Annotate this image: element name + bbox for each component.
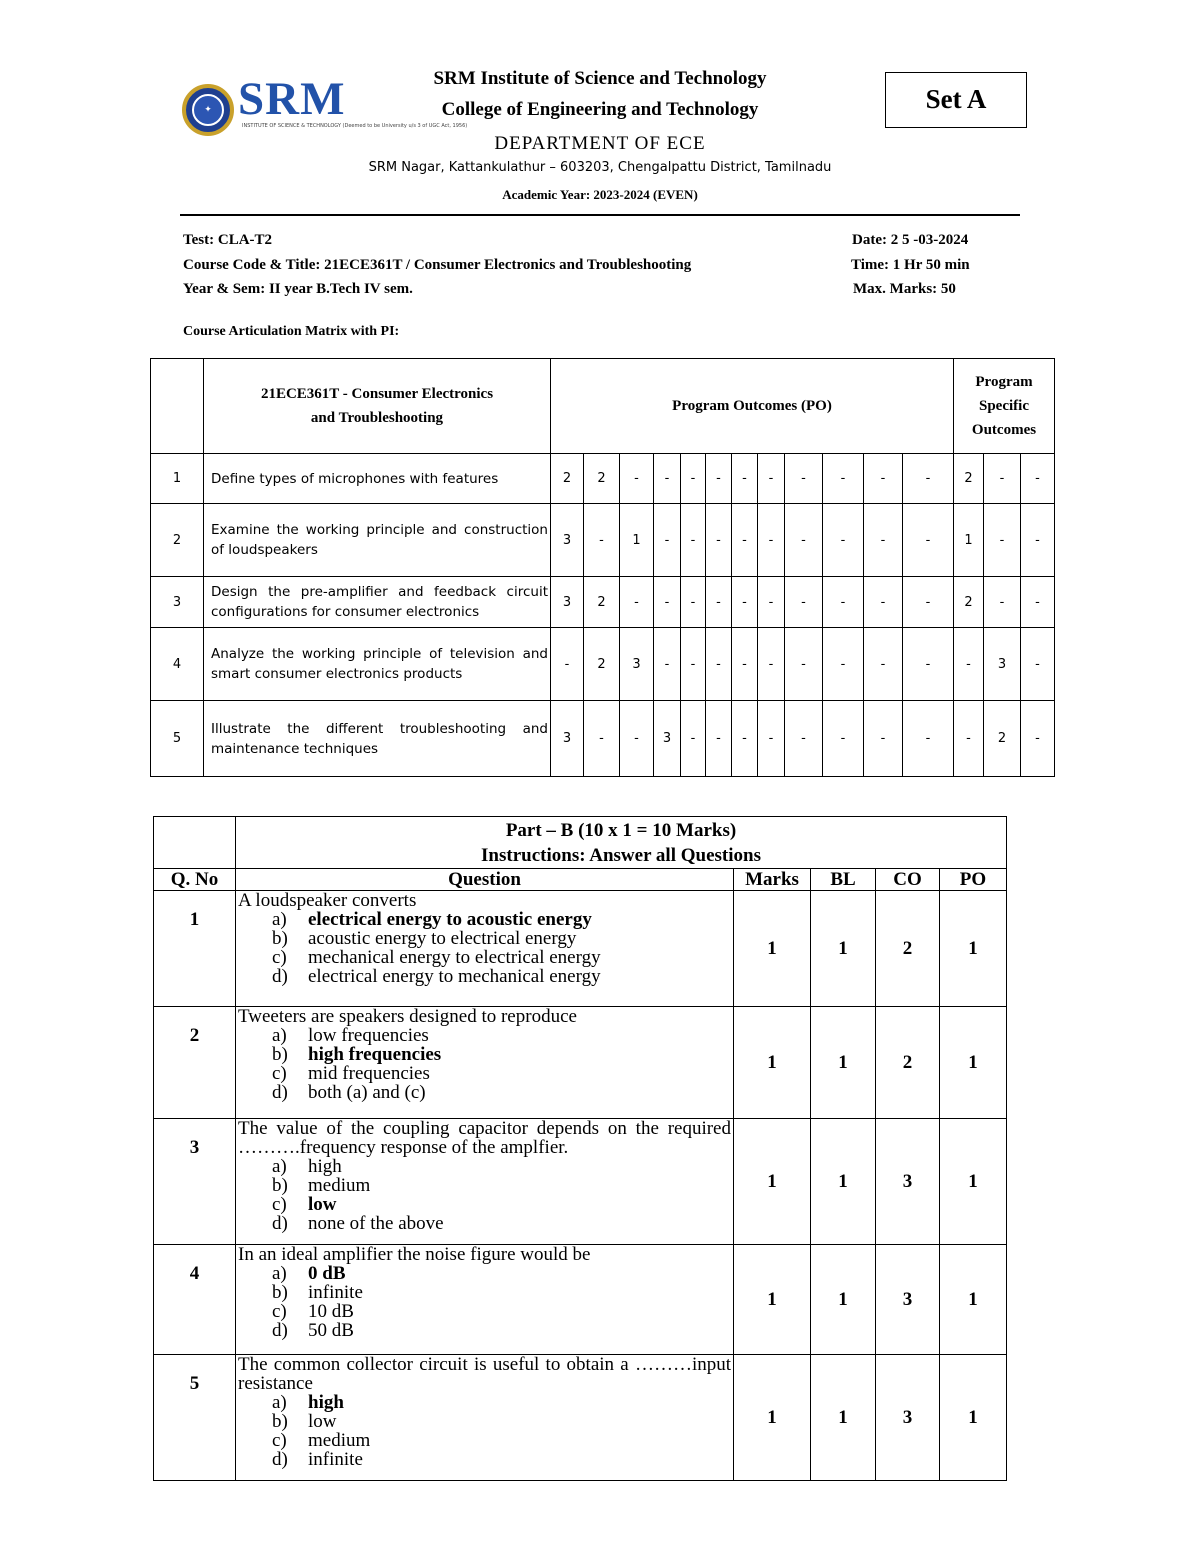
- question-number: 3: [154, 1119, 236, 1245]
- question-row: [154, 891, 1007, 1007]
- question-cell: [236, 1007, 734, 1119]
- option-list: [272, 1026, 731, 1102]
- po-value-cell: -: [706, 454, 732, 504]
- po-value-cell: -: [732, 701, 758, 777]
- po-value-cell: -: [823, 577, 864, 628]
- col-po: PO: [940, 869, 1007, 891]
- option-text: 0 dB: [308, 1263, 346, 1284]
- option-list: [272, 910, 731, 986]
- po-value-cell: -: [584, 504, 620, 577]
- question-po: 1: [940, 1119, 1007, 1245]
- matrix-row: [151, 577, 1055, 628]
- pso-value-cell: -: [984, 504, 1021, 577]
- po-value-cell: -: [681, 454, 706, 504]
- option-item: [272, 1157, 731, 1176]
- question-text: The value of the coupling capacitor depends on the required ……….frequency response of the amplfier.: [238, 1118, 731, 1158]
- po-value-cell: -: [654, 628, 681, 701]
- po-value-cell: 2: [551, 454, 584, 504]
- question-text: In an ideal amplifier the noise figure would be: [238, 1244, 591, 1265]
- matrix-header-row: [151, 359, 1055, 454]
- option-label: b): [272, 1175, 288, 1196]
- po-value-cell: -: [823, 701, 864, 777]
- po-value-cell: -: [785, 577, 823, 628]
- option-text: infinite: [308, 1282, 363, 1303]
- matrix-row-number: 3: [151, 577, 204, 628]
- question-marks: 1: [734, 1007, 811, 1119]
- po-value-cell: -: [732, 577, 758, 628]
- matrix-row-number: 5: [151, 701, 204, 777]
- po-value-cell: -: [823, 454, 864, 504]
- option-item: [272, 1321, 731, 1340]
- col-question: Question: [236, 869, 734, 891]
- question-marks: 1: [734, 891, 811, 1007]
- po-value-cell: -: [654, 577, 681, 628]
- option-label: d): [272, 966, 288, 987]
- po-value-cell: -: [681, 701, 706, 777]
- logo-tagline: INSTITUTE OF SCIENCE & TECHNOLOGY (Deemed to be University u/s 3 of UGC Act, 1956): [242, 123, 468, 129]
- option-text: mechanical energy to electrical energy: [308, 947, 601, 968]
- matrix-row: [151, 504, 1055, 577]
- question-number: 5: [154, 1355, 236, 1481]
- question-cell: [236, 891, 734, 1007]
- po-value-cell: -: [785, 701, 823, 777]
- course-outcome-text: Define types of microphones with features: [204, 454, 551, 504]
- po-value-cell: -: [732, 628, 758, 701]
- pso-value-cell: 3: [984, 628, 1021, 701]
- option-label: c): [272, 1194, 287, 1215]
- po-value-cell: -: [758, 701, 785, 777]
- matrix-row-number: 4: [151, 628, 204, 701]
- question-co: 2: [876, 1007, 940, 1119]
- question-number: 2: [154, 1007, 236, 1119]
- po-value-cell: 2: [584, 577, 620, 628]
- option-item: [272, 1026, 731, 1045]
- po-value-cell: -: [620, 701, 654, 777]
- po-header: Program Outcomes (PO): [551, 359, 954, 454]
- pso-value-cell: -: [1021, 504, 1055, 577]
- question-po: 1: [940, 891, 1007, 1007]
- question-marks: 1: [734, 1355, 811, 1481]
- question-row: [154, 1119, 1007, 1245]
- department-name: DEPARTMENT OF ECE: [494, 133, 706, 154]
- college-name: College of Engineering and Technology: [441, 99, 759, 120]
- option-text: electrical energy to mechanical energy: [308, 966, 601, 987]
- option-item: [272, 948, 731, 967]
- option-item: [272, 1083, 731, 1102]
- po-value-cell: 3: [620, 628, 654, 701]
- option-item: [272, 1045, 731, 1064]
- option-label: b): [272, 1282, 288, 1303]
- question-co: 3: [876, 1245, 940, 1355]
- po-value-cell: -: [903, 454, 954, 504]
- option-label: a): [272, 1263, 287, 1284]
- question-bl: 1: [811, 1245, 876, 1355]
- po-value-cell: 2: [584, 628, 620, 701]
- option-list: [272, 1393, 731, 1469]
- pso-header-line2: Specific: [979, 398, 1029, 414]
- question-cell: [236, 1355, 734, 1481]
- header-divider: [180, 214, 1020, 216]
- course-outcome-text: Examine the working principle and construction of loudspeakers: [204, 504, 551, 577]
- test-name: Test: CLA-T2: [183, 232, 273, 248]
- matrix-corner-cell: [151, 359, 204, 454]
- option-text: electrical energy to acoustic energy: [308, 909, 592, 930]
- po-value-cell: -: [785, 454, 823, 504]
- po-value-cell: -: [551, 628, 584, 701]
- po-value-cell: -: [864, 577, 903, 628]
- option-label: d): [272, 1213, 288, 1234]
- option-item: [272, 910, 731, 929]
- option-item: [272, 1450, 731, 1469]
- srm-seal-icon: ✦: [182, 84, 234, 136]
- option-item: [272, 1195, 731, 1214]
- pso-value-cell: -: [1021, 454, 1055, 504]
- course-outcome-text: Analyze the working principle of television and smart consumer electronics products: [204, 628, 551, 701]
- pso-value-cell: 1: [954, 504, 984, 577]
- option-label: d): [272, 1082, 288, 1103]
- option-text: mid frequencies: [308, 1063, 430, 1084]
- part-b-instructions: Instructions: Answer all Questions: [481, 844, 761, 866]
- part-b-column-header-row: [154, 869, 1007, 891]
- question-bl: 1: [811, 891, 876, 1007]
- po-value-cell: -: [864, 454, 903, 504]
- year-semester: Year & Sem: II year B.Tech IV sem.: [183, 281, 413, 297]
- option-text: 10 dB: [308, 1301, 354, 1322]
- option-label: d): [272, 1449, 288, 1470]
- col-qno: Q. No: [154, 869, 236, 891]
- institute-name: SRM Institute of Science and Technology: [433, 68, 767, 89]
- question-text: The common collector circuit is useful to obtain a ………input resistance: [238, 1354, 731, 1394]
- po-value-cell: -: [732, 454, 758, 504]
- question-row: [154, 1355, 1007, 1481]
- po-value-cell: -: [620, 454, 654, 504]
- option-item: [272, 1412, 731, 1431]
- option-text: none of the above: [308, 1213, 444, 1234]
- option-label: b): [272, 1411, 288, 1432]
- option-text: high frequencies: [308, 1044, 442, 1065]
- matrix-course-header: [204, 359, 551, 454]
- po-value-cell: -: [706, 628, 732, 701]
- po-value-cell: -: [681, 504, 706, 577]
- po-value-cell: -: [903, 628, 954, 701]
- exam-time: Time: 1 Hr 50 min: [851, 257, 970, 273]
- po-value-cell: 3: [551, 701, 584, 777]
- institute-address: SRM Nagar, Kattankulathur – 603203, Chengalpattu District, Tamilnadu: [368, 160, 832, 175]
- option-item: [272, 1393, 731, 1412]
- option-label: c): [272, 1063, 287, 1084]
- po-value-cell: -: [903, 701, 954, 777]
- pso-value-cell: 2: [984, 701, 1021, 777]
- po-value-cell: -: [758, 628, 785, 701]
- col-bl: BL: [811, 869, 876, 891]
- po-value-cell: -: [864, 628, 903, 701]
- option-item: [272, 1264, 731, 1283]
- question-bl: 1: [811, 1007, 876, 1119]
- question-text: A loudspeaker converts: [238, 890, 417, 911]
- pso-value-cell: -: [984, 454, 1021, 504]
- option-text: low: [308, 1411, 337, 1432]
- po-value-cell: -: [654, 454, 681, 504]
- po-value-cell: -: [758, 577, 785, 628]
- part-b-title: [236, 817, 1007, 869]
- course-outcome-text: Design the pre-amplifier and feedback circuit configurations for consumer electronics: [204, 577, 551, 628]
- option-text: high: [308, 1392, 344, 1413]
- part-b-title-blank: [154, 817, 236, 869]
- option-item: [272, 1302, 731, 1321]
- pso-header-line1: Program: [975, 374, 1033, 390]
- question-text: Tweeters are speakers designed to reproduce: [238, 1006, 577, 1027]
- part-b-heading: Part – B (10 x 1 = 10 Marks): [505, 819, 737, 841]
- po-value-cell: 3: [551, 504, 584, 577]
- option-item: [272, 1283, 731, 1302]
- po-value-cell: 3: [654, 701, 681, 777]
- question-po: 1: [940, 1245, 1007, 1355]
- po-value-cell: -: [654, 504, 681, 577]
- matrix-course-header-line2: and Troubleshooting: [310, 410, 444, 426]
- col-marks: Marks: [734, 869, 811, 891]
- po-value-cell: -: [903, 504, 954, 577]
- option-text: medium: [308, 1430, 371, 1451]
- po-value-cell: -: [823, 504, 864, 577]
- po-value-cell: -: [785, 628, 823, 701]
- po-value-cell: 2: [584, 454, 620, 504]
- pso-value-cell: -: [954, 628, 984, 701]
- course-outcome-text: Illustrate the different troubleshooting and maintenance techniques: [204, 701, 551, 777]
- po-value-cell: -: [785, 504, 823, 577]
- option-text: high: [308, 1156, 342, 1177]
- option-item: [272, 929, 731, 948]
- pso-header: [954, 359, 1055, 454]
- question-marks: 1: [734, 1245, 811, 1355]
- option-list: [272, 1264, 731, 1340]
- pso-value-cell: -: [1021, 701, 1055, 777]
- po-value-cell: -: [706, 504, 732, 577]
- option-label: c): [272, 1301, 287, 1322]
- option-item: [272, 1214, 731, 1233]
- logo-wordmark: SRM: [238, 73, 346, 125]
- matrix-course-header-line1: 21ECE361T - Consumer Electronics: [260, 386, 494, 402]
- max-marks: Max. Marks: 50: [853, 281, 956, 297]
- question-cell: [236, 1245, 734, 1355]
- part-b-title-row: [154, 817, 1007, 869]
- option-label: b): [272, 928, 288, 949]
- option-item: [272, 1431, 731, 1450]
- pso-value-cell: -: [1021, 628, 1055, 701]
- option-label: c): [272, 947, 287, 968]
- col-co: CO: [876, 869, 940, 891]
- pso-value-cell: -: [984, 577, 1021, 628]
- po-value-cell: -: [903, 577, 954, 628]
- option-item: [272, 1176, 731, 1195]
- exam-date: Date: 2 5 -03-2024: [852, 232, 969, 248]
- po-value-cell: -: [681, 628, 706, 701]
- po-value-cell: -: [758, 454, 785, 504]
- option-list: [272, 1157, 731, 1233]
- matrix-row: [151, 701, 1055, 777]
- option-text: acoustic energy to electrical energy: [308, 928, 577, 949]
- po-value-cell: -: [732, 504, 758, 577]
- option-label: a): [272, 909, 287, 930]
- matrix-row: [151, 628, 1055, 701]
- question-po: 1: [940, 1355, 1007, 1481]
- option-item: [272, 967, 731, 986]
- matrix-caption: Course Articulation Matrix with PI:: [183, 324, 400, 339]
- question-co: 3: [876, 1119, 940, 1245]
- academic-year: Academic Year: 2023-2024 (EVEN): [502, 187, 698, 202]
- option-label: a): [272, 1392, 287, 1413]
- po-value-cell: 3: [551, 577, 584, 628]
- po-value-cell: -: [706, 701, 732, 777]
- question-po: 1: [940, 1007, 1007, 1119]
- po-value-cell: -: [864, 504, 903, 577]
- question-cell: [236, 1119, 734, 1245]
- pso-value-cell: 2: [954, 577, 984, 628]
- matrix-row: [151, 454, 1055, 504]
- option-label: b): [272, 1044, 288, 1065]
- part-b-table: [153, 816, 1007, 1481]
- option-text: low: [308, 1194, 337, 1215]
- po-value-cell: -: [706, 577, 732, 628]
- option-text: infinite: [308, 1449, 363, 1470]
- pso-value-cell: -: [954, 701, 984, 777]
- matrix-row-number: 2: [151, 504, 204, 577]
- option-text: both (a) and (c): [308, 1082, 426, 1103]
- question-number: 4: [154, 1245, 236, 1355]
- question-co: 2: [876, 891, 940, 1007]
- question-marks: 1: [734, 1119, 811, 1245]
- question-bl: 1: [811, 1355, 876, 1481]
- question-number: 1: [154, 891, 236, 1007]
- option-text: 50 dB: [308, 1320, 354, 1341]
- po-value-cell: 1: [620, 504, 654, 577]
- set-label: Set A: [885, 72, 1027, 128]
- pso-value-cell: 2: [954, 454, 984, 504]
- pso-header-line3: Outcomes: [971, 422, 1037, 438]
- question-row: [154, 1245, 1007, 1355]
- po-value-cell: -: [681, 577, 706, 628]
- option-text: low frequencies: [308, 1025, 429, 1046]
- pso-value-cell: -: [1021, 577, 1055, 628]
- po-value-cell: -: [584, 701, 620, 777]
- option-label: a): [272, 1025, 287, 1046]
- po-value-cell: -: [823, 628, 864, 701]
- course-code-title: Course Code & Title: 21ECE361T / Consumer Electronics and Troubleshooting: [183, 257, 692, 273]
- option-label: d): [272, 1320, 288, 1341]
- matrix-row-number: 1: [151, 454, 204, 504]
- question-row: [154, 1007, 1007, 1119]
- question-bl: 1: [811, 1119, 876, 1245]
- option-text: medium: [308, 1175, 371, 1196]
- option-label: a): [272, 1156, 287, 1177]
- po-value-cell: -: [864, 701, 903, 777]
- po-value-cell: -: [620, 577, 654, 628]
- question-co: 3: [876, 1355, 940, 1481]
- option-label: c): [272, 1430, 287, 1451]
- course-articulation-matrix: [150, 358, 1055, 777]
- option-item: [272, 1064, 731, 1083]
- po-value-cell: -: [758, 504, 785, 577]
